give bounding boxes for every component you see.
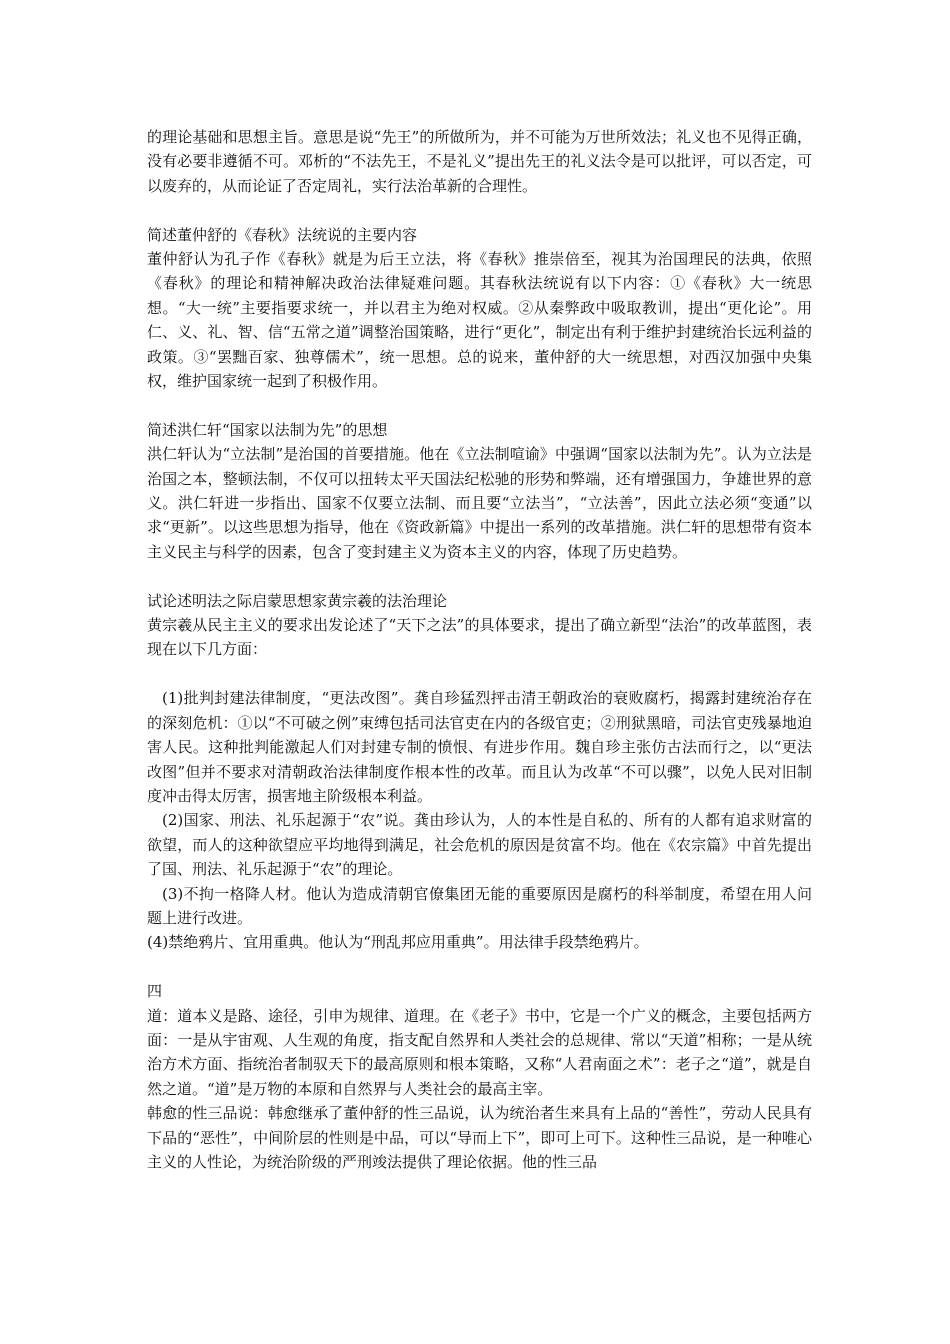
list-item: (3)不拘一格降人材。他认为造成清朝官僚集团无能的重要原因是腐朽的科举制度，希望在用人问题上进行改进。 bbox=[147, 884, 812, 927]
body-paragraph: 洪仁轩认为“立法制”是治国的首要措施。他在《立法制喧谕》中强调“国家以法制为先”。认为立法是治国之本，整顿法制，不仅可以扭转太平天国法纪松驰的形势和弊端，还有增强国力，争雄世界的意义。洪仁轩进一步指出、国家不仅要立法制、而且要“立法当”，“立法善”，因此立法必须“变通”以求“更新”。以这些思想为指导，他在《资政新篇》中提出一系列的改革措施。洪仁轩的思想带有资本主义民主与科学的因素，包含了变封建主义为资本主义的内容，体现了历史趋势。 bbox=[147, 445, 812, 561]
list-item: (1)批判封建法律制度，“更法改图”。龚自珍猛烈抨击清王朝政治的衰败腐朽，揭露封建统治存在的深刻危机：①以“不可破之例”束缚包括司法官吏在内的各级官吏；②刑狱黑暗，司法官吏残暴地迫害人民。这种批判能激起人们对封建专制的愤恨、有进步作用。魏自珍主张仿古法而行之，以“更法改图”但并不要求对清朝政治法律制度作根本性的改革。而且认为改革“不可以骤”，以免人民对旧制度冲击得太厉害，损害地主阶级根本利益。 bbox=[147, 689, 812, 805]
list-item: (4)禁绝鸦片、宜用重典。他认为“刑乱邦应用重典”。用法律手段禁绝鸦片。 bbox=[147, 933, 649, 952]
section-heading: 简述董仲舒的《春秋》法统说的主要内容 bbox=[147, 225, 418, 244]
blank-line bbox=[147, 564, 812, 588]
blank-line bbox=[147, 393, 812, 417]
section-heading: 简述洪仁轩“国家以法制为先”的思想 bbox=[147, 420, 388, 439]
body-paragraph: 韩愈的性三品说：韩愈继承了董仲舒的性三品说，认为统治者生来具有上品的“善性”，劳动人民具有下品的“恶性”，中间阶层的性则是中品，可以“导而上下”，即可上可下。这种性三品说，是一种唯心主义的人性论，为统治阶级的严刑竣法提供了理论依据。他的性三品 bbox=[147, 1104, 812, 1171]
document-page bbox=[147, 125, 812, 1174]
body-paragraph: 的理论基础和思想主旨。意思是说“先王”的所做所为，并不可能为万世所效法；礼义也不见得正确，没有必要非遵循不可。邓析的“不法先王，不是礼义”提出先王的礼义法令是可以批评，可以否定，可以废弃的，从而论证了否定周礼，实行法治革新的合理性。 bbox=[147, 128, 812, 195]
body-paragraph: 黄宗羲从民主主义的要求出发论述了“天下之法”的具体要求，提出了确立新型“法治”的改革蓝图，表现在以下几方面： bbox=[147, 616, 812, 659]
section-heading: 四 bbox=[147, 982, 163, 1001]
body-paragraph: 道：道本义是路、途径，引申为规律、道理。在《老子》书中，它是一个广义的概念，主要包括两方面：一是从宇宙观、人生观的角度，指支配自然界和人类社会的总规律、常以“天道”相称；一是从统治方术方面、指统治者制驭天下的最高原则和根本策略，又称“人君南面之术”：老子之“道”，就是自然之道。“道”是万物的本原和自然界与人类社会的最高主宰。 bbox=[147, 1006, 812, 1098]
body-paragraph: 董仲舒认为孔子作《春秋》就是为后王立法，将《春秋》推崇倍至，视其为治国理民的法典，依照《春秋》的理论和精神解决政治法律疑难问题。其春秋法统说有以下内容：①《春秋》大一统思想。“大一统”主要指要求统一，并以君主为绝对权威。②从秦弊政中吸取教训，提出“更化论”。用仁、义、礼、智、信“五常之道”调整治国策略，进行“更化”，制定出有利于维护封建统治长远利益的政策。③“罢黜百家、独尊儒术”，统一思想。总的说来，董仲舒的大一统思想，对西汉加强中央集权，维护国家统一起到了积极作用。 bbox=[147, 250, 812, 391]
section-heading: 试论述明法之际启蒙思想家黄宗羲的法治理论 bbox=[147, 591, 448, 610]
blank-line bbox=[147, 955, 812, 979]
blank-line bbox=[147, 198, 812, 222]
list-item: (2)国家、刑法、礼乐起源于“农”说。龚由珍认为，人的本性是自私的、所有的人都有追求财富的欲望，而人的这种欲望应平均地得到满足，社会危机的原因是贫富不均。他在《农宗篇》中首先提出了国、刑法、礼乐起源于“农”的理论。 bbox=[147, 811, 812, 879]
blank-line bbox=[147, 662, 812, 686]
